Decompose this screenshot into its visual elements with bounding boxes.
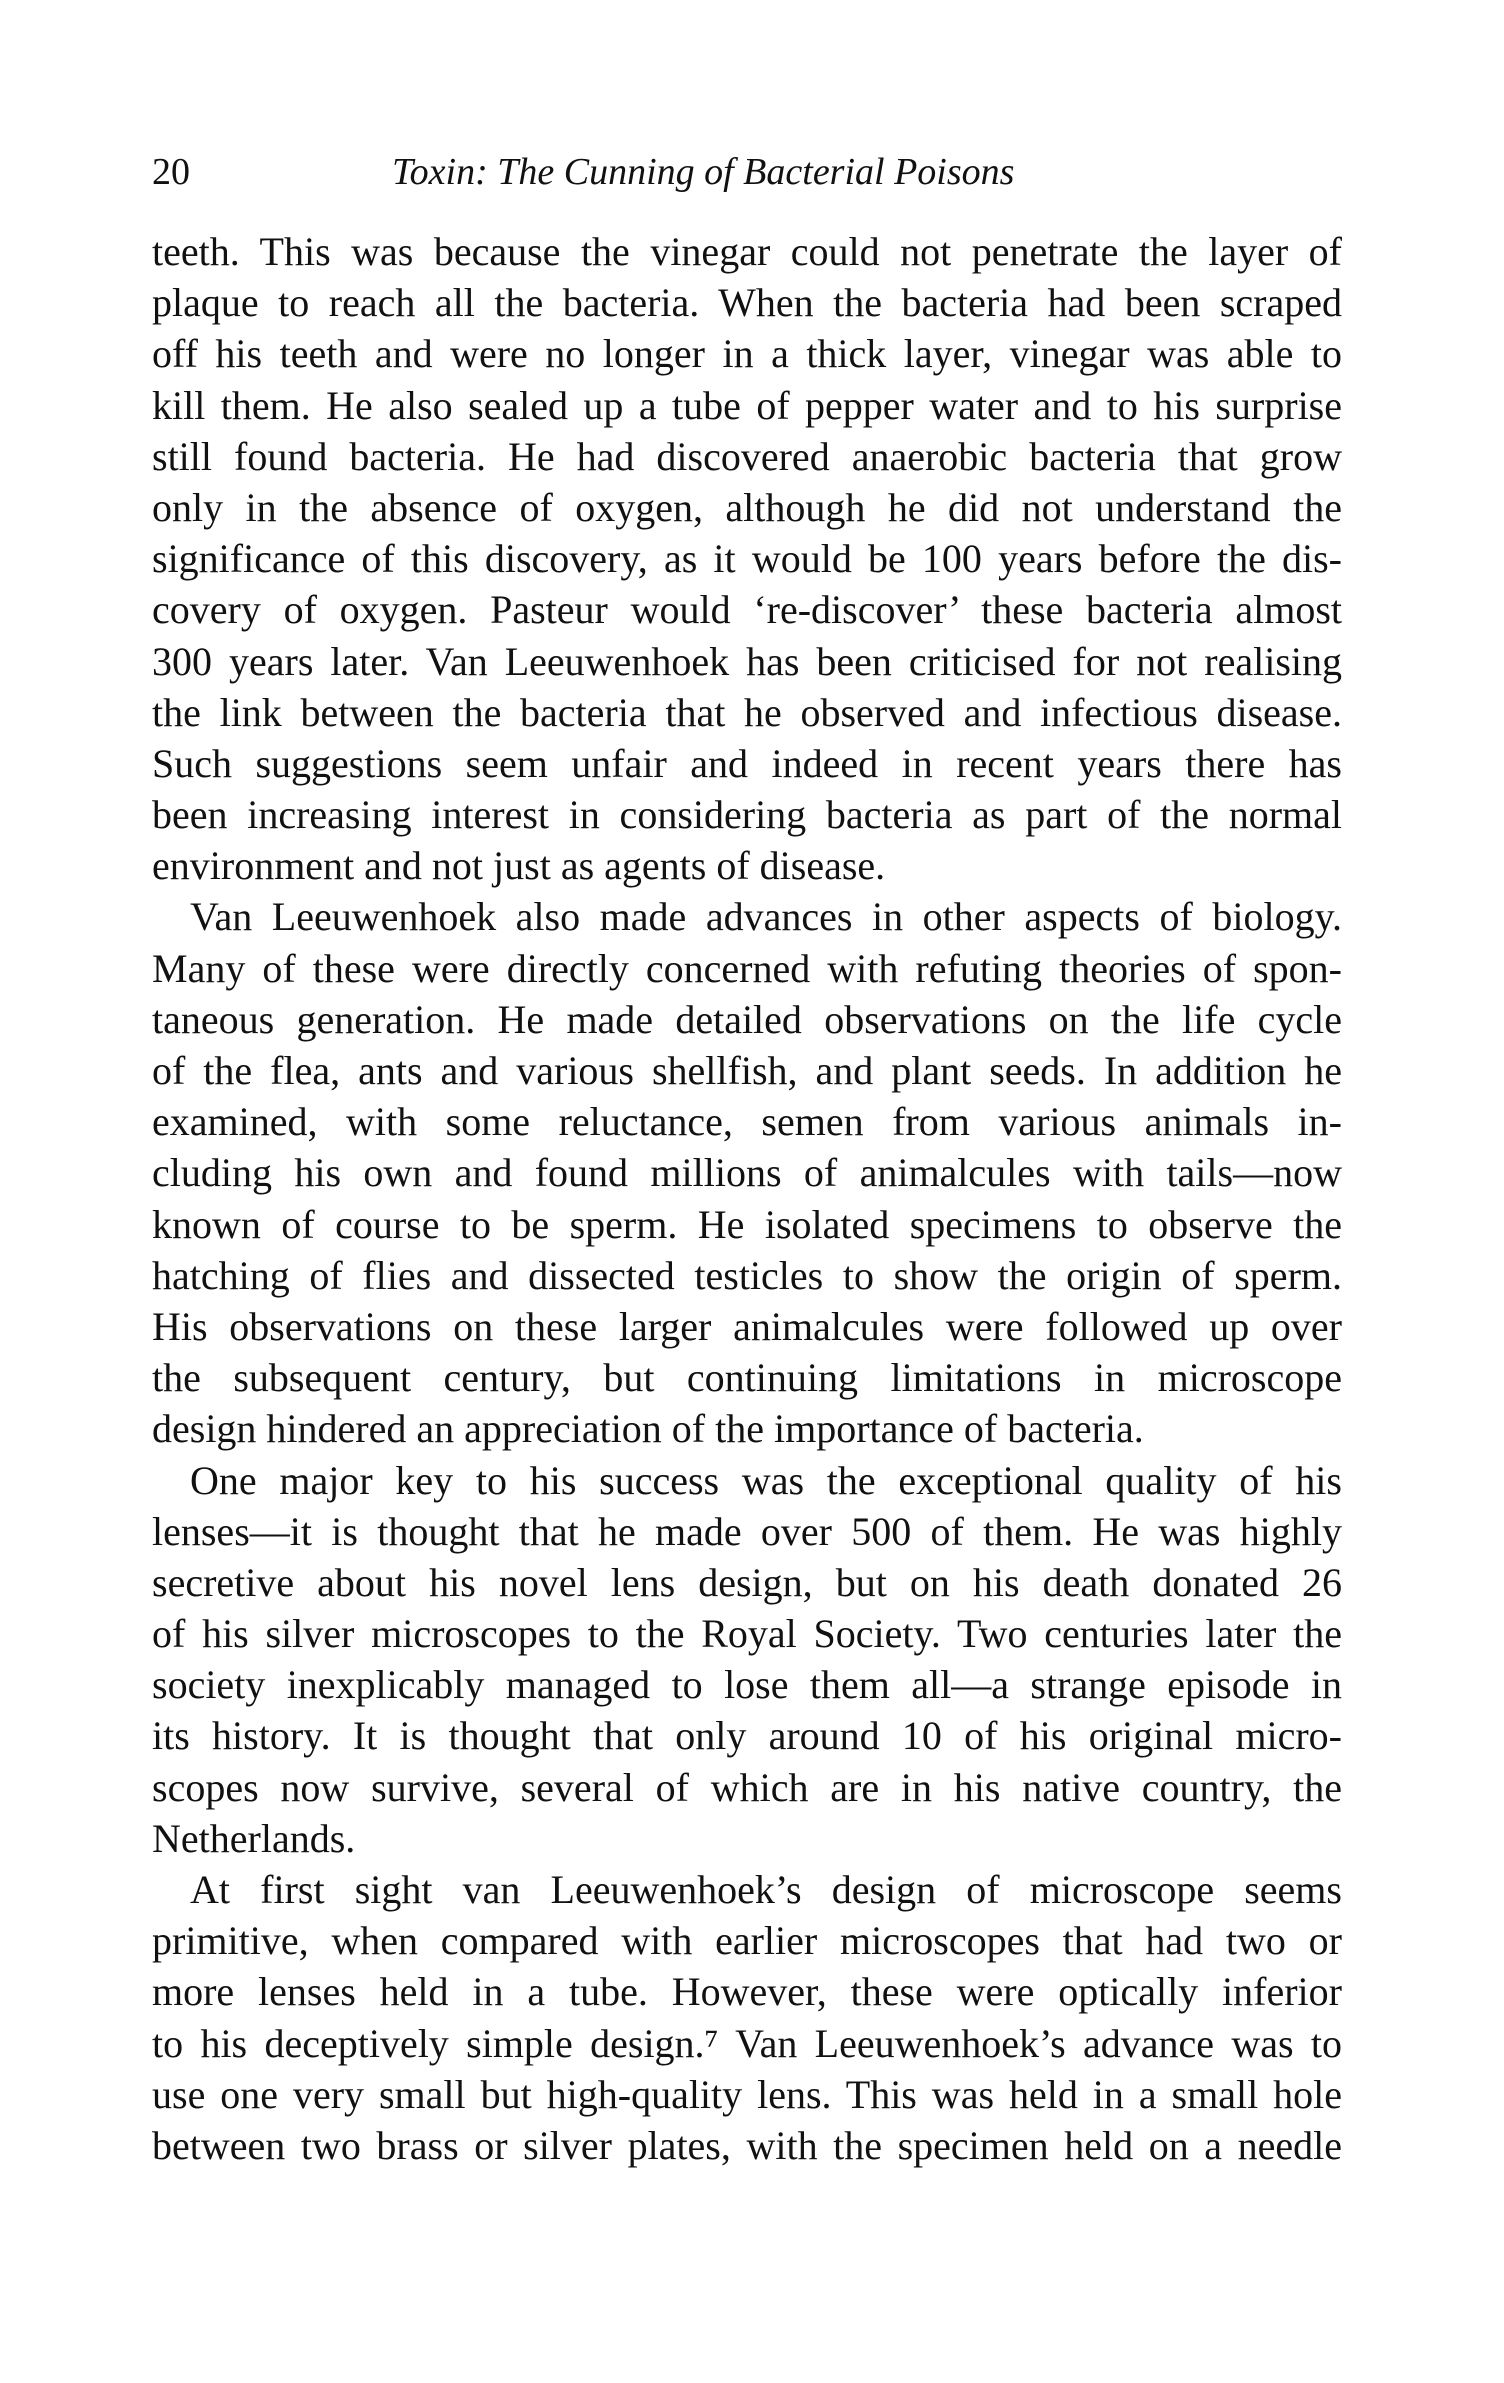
paragraph (152, 1864, 1342, 2171)
text-line: more lenses held in a tube. However, these were optically inferior (152, 1969, 1342, 2015)
text-line: design hindered an appreciation of the importance of bacteria. (152, 1406, 1144, 1452)
text-line: Van Leeuwenhoek also made advances in other aspects of biology. (190, 894, 1342, 940)
text-line: kill them. He also sealed up a tube of pepper water and to his surprise (152, 382, 1342, 428)
running-head (152, 142, 1352, 202)
text-line: its history. It is thought that only around 10 of his original micro- (152, 1713, 1342, 1759)
text-line: secretive about his novel lens design, but on his death donated 26 (152, 1559, 1342, 1605)
text-line: teeth. This was because the vinegar could not penetrate the layer of (152, 229, 1342, 274)
text-line: Many of these were directly concerned with refuting theories of spon- (152, 945, 1342, 991)
text-line: only in the absence of oxygen, although he did not understand the (152, 484, 1342, 530)
text-line: hatching of flies and dissected testicles to show the origin of sperm. (152, 1252, 1342, 1298)
text-line: At first sight van Leeuwenhoek’s design of microscope seems (190, 1867, 1342, 1912)
text-line: of the flea, ants and various shellfish, and plant seeds. In addition he (152, 1048, 1342, 1093)
text-line: to his deceptively simple design.⁷ Van Leeuwenhoek’s advance was to (152, 2020, 1342, 2066)
running-title: Toxin: The Cunning of Bacterial Poisons (392, 151, 1015, 193)
text-line: taneous generation. He made detailed observations on the life cycle (152, 996, 1342, 1042)
text-line: One major key to his success was the exceptional quality of his (190, 1457, 1342, 1503)
text-line: lenses—it is thought that he made over 500 of them. He was highly (152, 1508, 1342, 1554)
text-line: 300 years later. Van Leeuwenhoek has been criticised for not realising (152, 638, 1342, 684)
paragraph (152, 226, 1342, 891)
paragraph (152, 891, 1342, 1454)
text-line: Netherlands. (152, 1815, 356, 1861)
text-line: Such suggestions seem unfair and indeed in recent years there has (152, 740, 1342, 786)
text-line: examined, with some reluctance, semen from various animals in- (152, 1099, 1342, 1145)
text-line: between two brass or silver plates, with the specimen held on a needle (152, 2122, 1342, 2168)
text-line: of his silver microscopes to the Royal Society. Two centuries later the (152, 1611, 1342, 1657)
text-line: still found bacteria. He had discovered anaerobic bacteria that grow (152, 433, 1342, 479)
text-line: cluding his own and found millions of animalcules with tails—now (152, 1150, 1342, 1196)
page-number: 20 (152, 151, 190, 193)
text-line: plaque to reach all the bacteria. When the bacteria had been scraped (152, 280, 1342, 326)
text-line: primitive, when compared with earlier microscopes that had two or (152, 1918, 1342, 1964)
text-line: covery of oxygen. Pasteur would ‘re-discover’ these bacteria almost (152, 587, 1342, 633)
text-line: society inexplicably managed to lose them all—a strange episode in (152, 1662, 1342, 1708)
text-line: the link between the bacteria that he observed and infectious disease. (152, 689, 1342, 735)
paragraph (152, 1455, 1342, 1865)
text-line: been increasing interest in considering bacteria as part of the normal (152, 792, 1342, 838)
body-text (152, 226, 1342, 2171)
text-line: scopes now survive, several of which are in his native country, the (152, 1764, 1342, 1810)
text-line: His observations on these larger animalcules were followed up over (152, 1303, 1342, 1349)
text-line: use one very small but high-quality lens. This was held in a small hole (152, 2071, 1342, 2117)
text-line: the subsequent century, but continuing limitations in microscope (152, 1355, 1342, 1401)
text-line: significance of this discovery, as it would be 100 years before the dis- (152, 536, 1342, 582)
text-line: known of course to be sperm. He isolated specimens to observe the (152, 1201, 1342, 1247)
text-line: off his teeth and were no longer in a thick layer, vinegar was able to (152, 331, 1342, 377)
text-line: environment and not just as agents of disease. (152, 843, 886, 889)
